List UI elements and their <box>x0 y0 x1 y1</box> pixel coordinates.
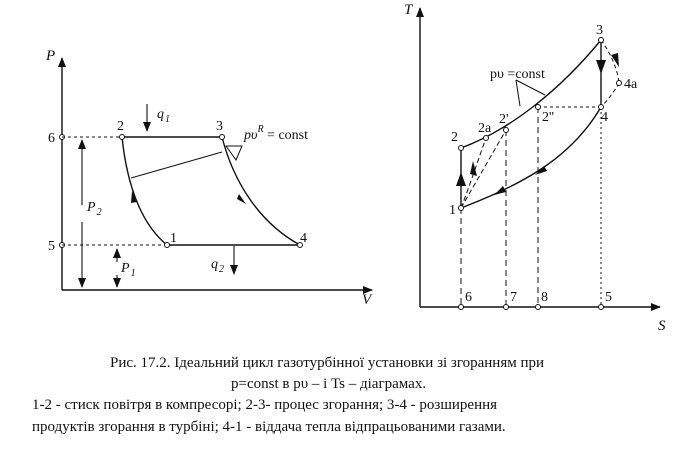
ts-expansion-arrow <box>596 60 606 74</box>
pv-heat-out-label: $q_2$ <box>211 257 224 275</box>
pv-p1-label: $P_1$ <box>121 261 136 279</box>
pv-label-1: 1 <box>170 231 177 246</box>
pv-compression-curve <box>122 137 167 245</box>
ts-diagram <box>404 2 666 334</box>
ts-point-4 <box>599 105 604 110</box>
pv-y-axis-label: P <box>46 48 56 64</box>
pv-isentrope-label: $p\upsilon^R$ = const <box>244 124 308 143</box>
ts-label-4: 4 <box>601 110 608 125</box>
pv-point-1 <box>165 243 170 248</box>
ts-point-2dprime <box>536 105 541 110</box>
ts-label-1: 1 <box>449 203 456 218</box>
pv-x-axis-label: V <box>362 292 372 308</box>
ts-bottom-6: 6 <box>465 290 472 305</box>
ts-compression-arrow <box>456 172 466 186</box>
ts-isochore-label: pυ =const <box>490 67 545 82</box>
ts-real-compression-arrow <box>470 161 477 176</box>
caption-line-3: 1-2 - стиск повітря в компресорі; 2-3- процес згорання; 3-4 - розширення <box>32 397 498 413</box>
pv-label-3: 3 <box>216 119 223 134</box>
ts-pv-const-leader-2 <box>516 80 545 95</box>
pv-expansion-arrow <box>237 194 246 204</box>
ts-y-axis-label: T <box>404 2 413 18</box>
ts-bottom-8: 8 <box>541 290 548 305</box>
ts-point-3 <box>599 38 604 43</box>
pv-tick-6: 6 <box>48 131 55 146</box>
pv-heat-in-label: $q_1$ <box>157 107 170 125</box>
ts-label-3: 3 <box>596 23 603 38</box>
pv-label-2: 2 <box>117 119 124 134</box>
ts-x-axis-label: S <box>658 318 666 334</box>
pv-tick-5: 5 <box>48 239 55 254</box>
pv-label-4: 4 <box>300 231 307 246</box>
ts-point-2a <box>484 136 489 141</box>
ts-bottom-7-marker <box>504 305 509 310</box>
ts-real-compression-1-2prime <box>461 130 506 208</box>
ts-point-2prime <box>504 128 509 133</box>
ts-label-4a: 4a <box>624 77 638 92</box>
ts-point-4a <box>617 81 622 86</box>
ts-bottom-5: 5 <box>605 290 612 305</box>
ts-bottom-7: 7 <box>510 290 517 305</box>
ts-bottom-6-marker <box>459 305 464 310</box>
ts-bottom-8-marker <box>536 305 541 310</box>
pv-point-3 <box>220 135 225 140</box>
caption-line-1: Рис. 17.2. Ідеальний цикл газотурбінної установки зі згоранням при <box>110 355 545 371</box>
pv-expansion-curve <box>222 137 300 245</box>
caption-line-2: p=const в pυ – і Ts – діаграмах. <box>231 376 427 392</box>
ts-point-2 <box>459 146 464 151</box>
ts-point-1 <box>459 206 464 211</box>
ts-pv-const-leader <box>516 80 520 106</box>
ts-label-2: 2 <box>451 130 458 145</box>
pv-point-2 <box>120 135 125 140</box>
pv-diagram <box>45 48 373 308</box>
pv-p2-label: $P_2$ <box>87 200 102 218</box>
pv-secant-line <box>131 152 222 178</box>
ts-cooling-arrow-1 <box>535 166 547 175</box>
ts-bottom-5-marker <box>599 305 604 310</box>
ts-cooling-arrow-2 <box>494 186 506 195</box>
caption-line-4: продуктів згорання в турбіні; 4-1 - віддача тепла відпрацьованими газами. <box>32 419 506 435</box>
ts-real-cooling-4a-4 <box>601 83 619 107</box>
ts-label-2a: 2a <box>478 121 492 136</box>
ts-label-2dprime: 2'' <box>542 110 555 125</box>
ts-label-2prime: 2' <box>499 112 509 127</box>
